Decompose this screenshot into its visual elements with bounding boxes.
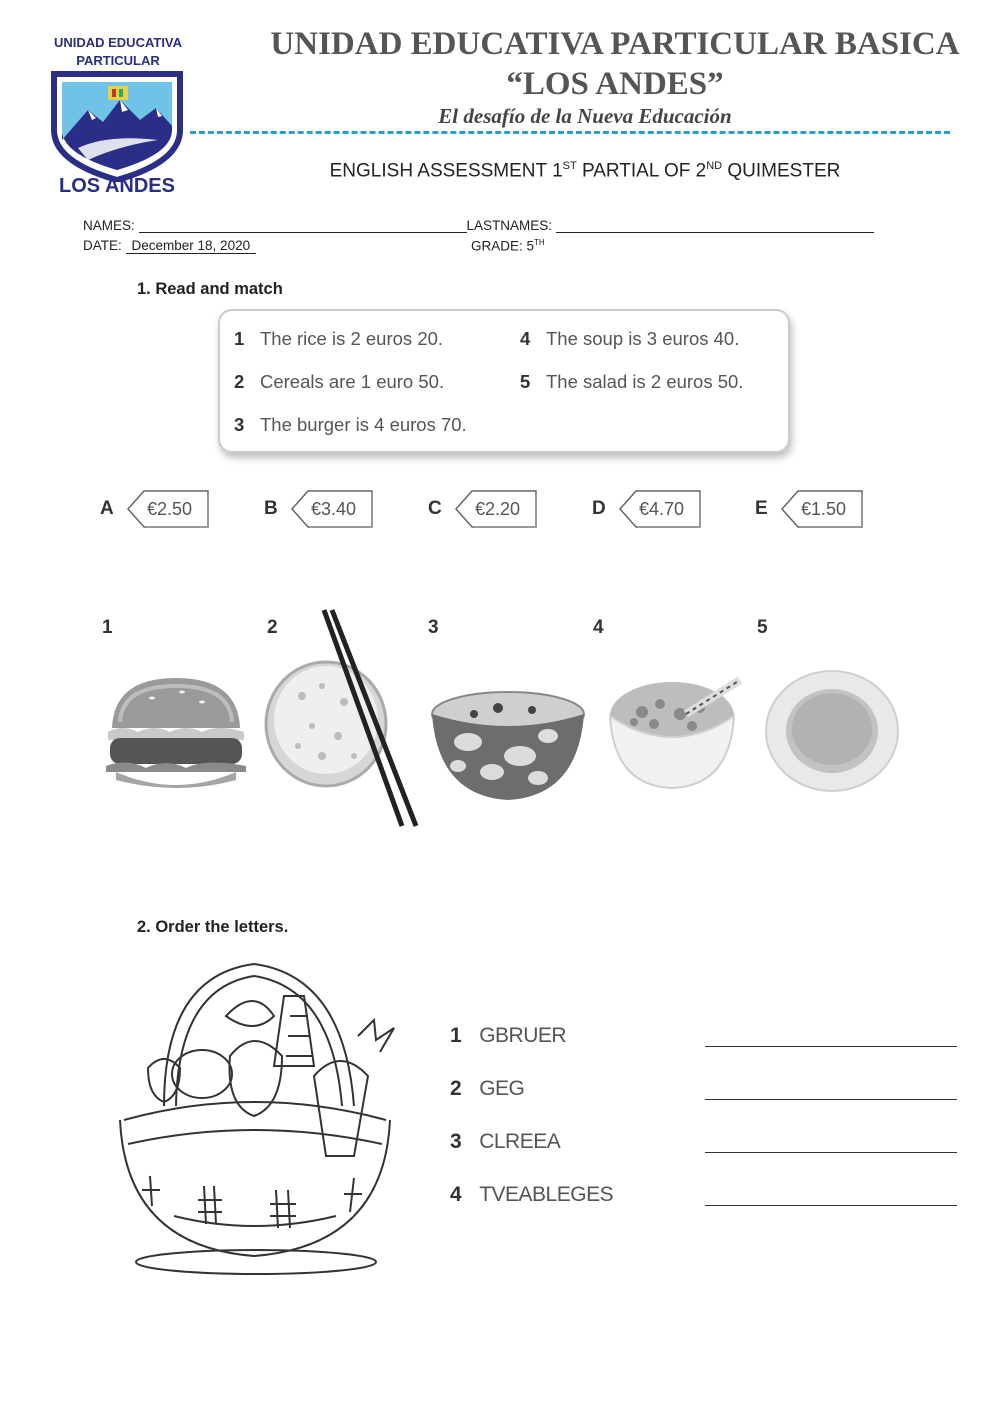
school-title — [270, 24, 960, 104]
grade-sup: TH — [534, 238, 545, 247]
date-label: DATE: — [83, 238, 126, 253]
sentence-number: 2 — [234, 371, 245, 392]
sentence-number: 4 — [520, 328, 531, 349]
word-4 — [450, 1183, 613, 1207]
answer-line-3[interactable] — [705, 1152, 957, 1153]
price-b: €3.40 — [311, 499, 357, 519]
tag-letter-c: C — [428, 498, 442, 519]
rice-bowl-icon — [262, 606, 422, 832]
answer-line-2[interactable] — [705, 1099, 957, 1100]
scrambled-word: CLREEA — [479, 1130, 561, 1153]
grade-row — [471, 238, 545, 254]
sentence-2 — [234, 371, 444, 393]
salad-bowl-icon — [428, 686, 588, 804]
sentence-text: The burger is 4 euros 70. — [260, 414, 467, 435]
soup-plate-icon — [764, 669, 900, 793]
school-motto: El desafío de la Nueva Educación — [438, 104, 732, 128]
school-title-line1: UNIDAD EDUCATIVA PARTICULAR BASICA — [270, 26, 960, 62]
sentence-text: The soup is 3 euros 40. — [546, 328, 740, 349]
sentence-4 — [520, 328, 739, 350]
tag-letter-e: E — [755, 498, 768, 519]
picture-number-3: 3 — [428, 617, 439, 638]
sentence-5 — [520, 371, 743, 393]
price-c: €2.20 — [475, 499, 521, 519]
lastnames-field[interactable] — [556, 218, 874, 233]
price-e: €1.50 — [801, 499, 847, 519]
burger-icon — [102, 672, 250, 796]
grade-label: GRADE: 5 — [471, 238, 535, 254]
word-number: 3 — [450, 1130, 462, 1153]
word-1 — [450, 1024, 566, 1048]
assessment-title-part: QUIMESTER — [722, 160, 841, 182]
vegetable-basket-icon — [104, 956, 408, 1286]
header-divider — [190, 131, 950, 134]
price-a: €2.50 — [147, 499, 193, 519]
assessment-sup: ST — [562, 160, 577, 172]
picture-number-1: 1 — [102, 617, 113, 638]
question-2-title: 2. Order the letters. — [137, 918, 289, 936]
cereal-bowl-icon — [606, 674, 750, 792]
question-1-title: 1. Read and match — [137, 280, 283, 298]
names-field[interactable] — [139, 218, 467, 233]
sentence-1 — [234, 328, 443, 350]
logo-los-andes: LOS ANDES — [59, 175, 175, 197]
date-value: December 18, 2020 — [126, 238, 257, 254]
shield-logo-icon — [48, 70, 186, 182]
picture-number-4: 4 — [593, 617, 604, 638]
tag-letter-b: B — [264, 498, 278, 519]
sentence-3 — [234, 414, 467, 436]
sentence-number: 5 — [520, 371, 531, 392]
school-title-line2: “LOS ANDES” — [506, 66, 724, 102]
price-d: €4.70 — [639, 499, 685, 519]
word-number: 1 — [450, 1024, 462, 1047]
sentence-text: The salad is 2 euros 50. — [546, 371, 744, 392]
picture-number-5: 5 — [757, 617, 768, 638]
sentence-number: 1 — [234, 328, 245, 349]
assessment-title — [270, 160, 900, 182]
names-label: NAMES: — [83, 218, 139, 233]
picture-number-2: 2 — [267, 617, 278, 638]
lastnames-label: LASTNAMES: — [466, 218, 556, 233]
sentence-text: Cereals are 1 euro 50. — [260, 371, 445, 392]
answer-line-4[interactable] — [705, 1205, 957, 1206]
logo-school-name: UNIDAD EDUCATIVA PARTICULAR — [53, 35, 183, 68]
scrambled-word: GEG — [479, 1077, 525, 1100]
word-2 — [450, 1077, 524, 1101]
word-number: 2 — [450, 1077, 462, 1100]
tag-letter-d: D — [592, 498, 606, 519]
word-number: 4 — [450, 1183, 462, 1206]
date-row — [83, 238, 256, 253]
scrambled-word: TVEABLEGES — [479, 1183, 614, 1206]
assessment-title-part: PARTIAL OF 2 — [576, 160, 707, 182]
scrambled-word: GBRUER — [479, 1024, 567, 1047]
answer-line-1[interactable] — [705, 1046, 957, 1047]
names-row — [83, 218, 874, 233]
word-3 — [450, 1130, 560, 1154]
assessment-sup: ND — [706, 160, 723, 172]
tag-letter-a: A — [100, 498, 114, 519]
sentence-number: 3 — [234, 414, 245, 435]
assessment-title-part: ENGLISH ASSESSMENT 1 — [329, 160, 563, 182]
sentence-text: The rice is 2 euros 20. — [260, 328, 444, 349]
